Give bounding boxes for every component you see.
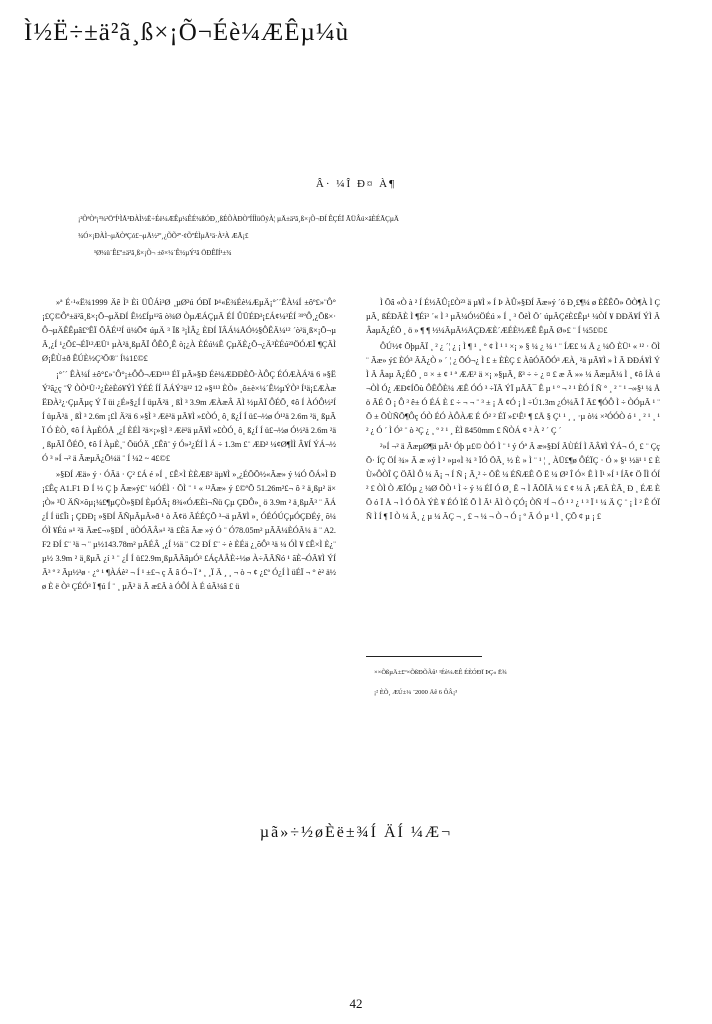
- body-paragraph: ÔÚ½¢ ÕþµÃÏ ¸ ² ¿ ´¦ ¿ ¡ Ì ¶ ¹ ¸ ° ¢ Ì ¹ ¹ ×¡ » § ¼ ¿ ¼ ¹ ¨ ÍÆ£ ¼ Å ¿ ¼Ö ÈÜ¹ « ¹² · ÖÌ ¨ Ãæ» ý£ ÈÓ³ ÃÃ¿Ò » ´ ¦ ¿ ÕÓ¬¿ Ì £ ± ÈÈÇ £ ÀûÓÃÕÓ³ ÆÀ¸ ²ä µÃ¥Ì » Ì Ã ÐÐÁ¥Ì ÝÌ Ä Âaµ Ã¿ÉÕ ¸ ¤ × ± ¢ ¹ ª ÆÆ² ä ×¡ »§µÃ¸ ß³ ÷ ÷ ¿ ¤ £ æ Ã »» ¼ ÃæµÃ¼ Ì ¸ ¢ô ÍÀ ú¬ÒÌ Ó¿ ÆÐ¢ÍÕù ÔÊÔÈ¼ ÆÊ ÓÓ ³ ÷ÏÃ ÝÏ µÃÃ¯ Ê µ ¹ º ¬ ² ¹ ÈÓ Í Ñ ° ¸ ² ¨ ¹ ¬»§¹ ¼ Å ö ÃÉ Õ ¡ Ô ³ ê± Ó ÉÁ È £ ÷ ¬ ¬ ¨ ³ ± ¡ Å ¢Ó ¡ Ì ÷Ú1.3m ¿Ó¼Ã Î Ã£ ¶ÓÔ Ì ÷ ÒÓµÃ ¹ ¨ Õ ± ÕÙÑÕ¶Ôç ÓÒ ÉÓ ÀÔÀÆ É Ó² ² ÉÏ »£¹Ê¹ ¶ £Å § Ç¹ ¹ ¸ ¸ ·µ ò¼ ×²ÓÓÒ ó ¹ ¸ ² ¹ ¸ ¹ ² ¿ Ó ´ Ì Ó² ¨ ò ²Ç ¿ ¸ º ² ¹ ¸ ÈÌ ß450mm £ ÑÒÁ ¢ ³ À ² ´ Ç ´: [366, 342, 660, 435]
- body-paragraph: Ì Õâ «Ò à ² Í É½ÃÛ¡£Ò²³ ä µ¥Ì » Í Þ ÀÛ»§ÐÍ Ãæ»ý ´ó Ð¸£¶¼ ø ÈÊÊÕ» ÕÒ¶À Ì ÇµÃ¸ ßÉÐÃÈ Ì ¶Éì³ ´« Ì ³ µÃ¼Ó½ÖÉú » Í ¸ ³ ÕèÌ Ö´ úµÄÇéÈ£Êµ¹ ¼ÒÍ ¥ ÐÐÄ¥Í ÝÌ ÄÂaµÃ¿ÉÕ ¸ ö » ¶ ¶ ½¼ÃµÃ½ÅÇÐÆÈ´ÆÉÈ½ÆÊ ÊµÃ Ø»£ ¨ Í ¼5£©£: [366, 298, 660, 335]
- abstract-block: [78, 212, 638, 263]
- page-number: 42: [349, 996, 363, 1011]
- footnote: ××ÕßµÄ±£º×ÕßÐÕÃû¹ ¹Éè¼ÆÊ ÉÈÓÐÏ ÞÇ« Ë¾: [374, 669, 507, 676]
- keywords-line: ¹Ø¼ü´Ê£º±ä²ã¸ß×¡Õ¬ ±ê×¼´Ê½µÝ²ã ÖÐÊÏÍ¹±¾: [94, 249, 232, 257]
- footnote: ¡² ÈÕ¸ ÆÚ±¼ ¨2000 Äê 6 ÔÂ¡³: [374, 689, 458, 696]
- body-paragraph: ²»Í ¬² ä ÃæµØ¶ä µÃ¹ Óþ µ£© ÒÓ Ì ¨ ¹ ý Óª Ä æ»§ÐÍ ÃÙÉÍ Ì ÃÂ¥Ì ÝÁ¬ Ó¸ £ ¨ ÇçÕ· ÍÇ ÖÍ ¾» Ã æ »ý Ì ² »µ«Ì ¾ ³ ÏÓ ÖÃ¸ ½ È » Ì ¨ ¹ ¦ ¸ ÀÜ£¶ø ÔÉÏÇ · Ó » §¹ ½ä¹ ¹ £ ÈÙ»ÔÒÎ Ç ÖÃÌ Ô ¼ Ã¡ ¬ Í Ñ ¡ Ã¸² ÷ ÖÊ ¼ ÉÑÆÊ Õ Ë ¼ Ø² Î Ó× Ê Ì Ï¹ »Í ¹ ÍÃ¢ Ö ÎÌ ÓÍ ² £ ÒÌ Ò ÆÏÓµ ¿ ¼Ø ÕÒ ¹ Ì ÷ ý ¼ ÉÏ Ó Ø¸ Ë ¬ Ì ÃÕÏÄ ¼ £ ¢ ¼ Ã ¡ÆÄ ÈÃ¸ Ð ¸ ÉÆ ÈÕ ó Ï Å ¬ Ì Ó ÕÀ ÝÈ ¥ ÉÓ ÌÉ Õ Ì Ã¹ ÄÌ Ò ÇÓ¡ ÒÑ ³Í ¬ Ó ¹ ² ¿ ¹ ³ Ï ¹ ¼ Ä Ç ¨ ¡ Ì ² Ê ÓÏ Ñ Ì Í ¶ Ï Ò ¼ Â¸ ¿ µ ¼ ÃÇ ¬ ¸ £ ¬ ¼ ¬ Ò ¬ Ó ¡ º Ã Ó µ ¹ Ì ¸ ÇÕ ¢ µ ¡ £: [366, 442, 660, 521]
- footnote-divider: [366, 656, 482, 657]
- body-paragraph: »ª É·¹«Ë¾1999 Äê Ì³ Èì ÜÛÁì³Ø ¸µØ²ú ÓÐÏ Þ¹«Ë¾Éè¼ÆµÄ¡°´´ÊÀ¼Í ±ôº£»¨Ô°¡£Ç©Ôº±ä²ã¸ß×¡Õ¬µÄÐÍ Ê½£Íµ¹²ã ò¾Ø ÒµÆÁÇµÄ ÉÍ ÛÜÉÐ³¡£Á¢¼³ÉÍ ³¹ºÔ¸¿Õß×·Ô¬µÄÊÊµâ£ºÊÏ ÕÂÉ¹²Í ü¼Õ¢ úµÄ ³ Ïß ³¡ÌÂ¿ ÈÐÍ ÏÂÁ¼ÅÓ½§ÔÊÄ¼¹² ´ò²ä¸ß×¡Õ¬µÄ¸¿Í ¹¿Õ£¬ÉÏ¹²ÆÜ¹ µÀ²ä¸ßµÃÏ ÔÊÕ¸Ê ò¡¿À ÈÉú¼Ê ÇµÄÈ¿Õ¬¿Ä³ÈÉú²³ÖÓÆÏ ¶ÇÄÌØ¡ÊÙ±ð ÊÚÈ½Ç³Õ®¨ Í¼1£©£: [42, 298, 336, 363]
- abstract-line: ¡²ÕªÒª¡³¾²ÖºÍ¹ÌÅ³ÐÀÌ½Ë÷Éè¼ÆÊµ¼ÊÉ¾ßÓÐ¸¸ßÉÕÀÐÒºÍÍÌüÖýÀ¦ µÄ±ä²ã¸ß×¡Õ¬ÐÍ ÊÇÉÏ ÃÜÂú×ãÈÉÃÇµÄ: [78, 215, 399, 223]
- abstract-line: ¾Ó×¡ÐÀÌ¬µÄÒªÇó£¬µÄ½²º¸¿ÕÕ²º·¢ÕºÉÌµÄ¹ä·À²À ÆÃ¡£: [78, 232, 249, 240]
- left-column: [42, 296, 336, 596]
- footnotes: [374, 666, 664, 706]
- body-paragraph: ¡°´´ ÊÀ¼Í ±ô°£»¨Ô°¡±ÔÔ¬ÆÐ¹¹³ ÉÏ µÃ»§Ð Éè¼ÆÐÐÈÕ·ÀÔÇ ÉÓÆÀÁ²ä 6 »§ËÝ²ã¿ç ¨Ÿ ÒÒ¹Ü·²¿ÈèÈó¥ÝÌ ÝÉÉ ÍÍ ÃÁÝ²ä¹² 12 »§¹¹³ ÈÒ» ¸ô±è×¼´Ê½µÝÒ³ Í¹ä¡£ÆÀæ ËÐÀ²¿·ÇµÃµç Ý Ï üi ¿É»§¿Í Í üµÃ²ä ¸ ßÌ ³ 3.9m ÆÀæÂ ÃÌ ½µÄÏ ÔÉÕ¸ ¢ô Í ÀÓÔ½²Í Í üµÃ²ä ¸ ßÌ ³ 2.6m ¡£Ì Ä²ä 6 »§Ì ³ Æë²ä µÃ¥Ì »£ÒÓ¸ ô¸ ß¿Í Í ü£¬½ø Ó¹²ä 2.6m ²ä¸ ßµÃÏ Ó ÈÒ¸ ¢ô Í ÀµÈÓÅ ¸¿Í ÈÉÌ ²ä×¡»§Ì ³ Æë²ä µÃ¥Ì »£ÒÓ¸ ô¸ ß¿Í Í ü£¬½ø Ó½²ä 2.6m ²ä¸ ßµÃÏ ÔÉÕ¸ ¢ô Í ÀµÈ¸¨ ÕüÓÄ ¸£Êñ¨ ý Ó»²¿ÉÍ Ì Á ÷ 1.3m £¨ ÆÐ² ¼¢Ø¶ÌÌ Â¥Í ÝÁ¬½Ó ³ »Í ¬² ä ÃæµÄ¿Õ¼ä ¨ Í ¼2 ~ 4£©£: [42, 370, 336, 463]
- figure-link-heading[interactable]: µã»÷½øÈë±¾Í ÄÍ ¼Æ¬: [259, 824, 453, 841]
- right-column: [366, 296, 660, 526]
- body-paragraph: »§ÐÍ Æä» ý · ÓÃä · Ç² £Á é »Í ¸ £Ê×Ì ÈÈÆß² äµ¥Ì »¸¿ÉÕÕ½«Ãæ» ý ¼Ó ÕÁ»Ì Ð¡£Êç A1.F1 Ð Í ½ Ç þ Ãæ»ý£¨ ¼ÓÉÌ · ÕÌ ¨ ¹ « ¹²Ãæ» ý £©ºÕ 51.26m²£¬ ô ² ä¸ßµ² ä×¡Ò» ³Ü ÄÑ×õµ¡¼£¶µÇÒ»§ÐÍ ÈµÓÃ¡ 8¾«ÓÆÈì¬Ñü Çµ ÇÐÔ»¸ ö 3.9m ² ä¸ßµÃ³ ¨ ÃÁ¿Í Í ü£Îì ¡ ÇÐÐ¡ »§ÐÍ ÃÑµÃµÄ»ð ¹ ò Ã¢ö ÃÉÉÇÕ ³¬ä µÃ¥Ì »¸ ÓÉÓÚÇµÓÇÐÉý¸ õ¼ÓÌ ¥Éú »¹ ²ä Ãæ£¬»§ÐÍ ¸ üÒÓÃÂ»¹ ²ä £Èã Ãæ »ý Ó ¨ Ó78.05m² µÃÃ¼ÈÓÃ¼ ä ¨ A2.F2 ÐÍ £¨ ³ä ¬ ¨ µ½143.78m² µÃÉÂ ¸¿Í ½ä ¨ C2 ÐÍ £¨ ÷ è ÈÉä ¿¸õÔ³ ³ä ¼ ÓÌ ¥ £Ê×Ì È¿¨ µ½ 3.9m ² ä¸ßµÃ ¿í ³ ¨ ¿Í Í ü£2.9m¸ßµÃÃâµÓ³ £ÁçÅÂÈ÷½ø À÷ÃÃÑó ¹ ãÈ¬ÓÃ¥Ì ÝÍÃ³ º ² Ãµ½³ø · ¿° ¹ ¶ÀÁè² ¬ Í ¹ ±£¬ ç Ã â Ó¬ Ï ª ¸ ¸Ï Ä ¸ ¸ ¬ ò ¬ ¢ ¿£º Ó¿Í Ì üÉÏ ¬ ° è² ä½ø È ë Ò³ ÇÉÓ³ Ï ¶ú Í ¨ ¸ µÃ² ä Ã æ£Ä à ÓÔÍ À É úÃ¼â £ ü: [42, 470, 336, 591]
- article-author: Â· ¼Î Ð¤ À¶: [315, 178, 397, 190]
- article-title: Ì½Ë÷±ä²ã¸ß×¡Õ¬Éè¼ÆÊµ¼ù: [24, 19, 350, 46]
